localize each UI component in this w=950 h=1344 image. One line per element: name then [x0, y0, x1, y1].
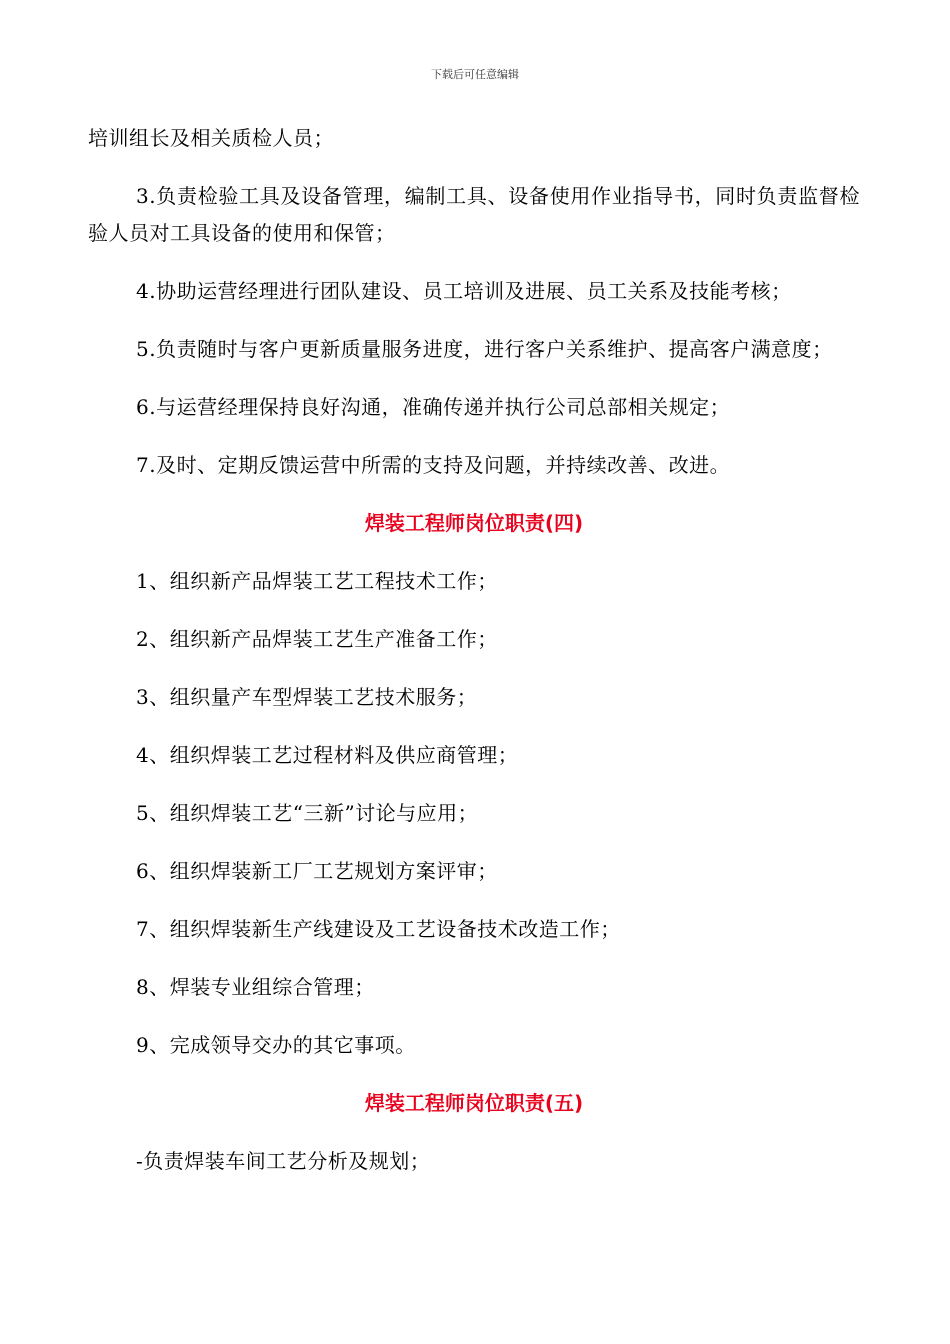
paragraph: 培训组长及相关质检人员； [88, 126, 334, 150]
list-item: 3、组织量产车型焊装工艺技术服务； [136, 685, 478, 709]
list-item: 9、完成领导交办的其它事项。 [136, 1033, 416, 1057]
page-header: 下载后可任意编辑 [431, 68, 519, 81]
list-item: 2、组织新产品焊装工艺生产准备工作； [136, 627, 498, 651]
list-item: -负责焊装车间工艺分析及规划； [136, 1149, 431, 1173]
list-item: 8、焊装专业组综合管理； [136, 975, 375, 999]
list-item: 6、组织焊装新工厂工艺规划方案评审； [136, 859, 498, 883]
paragraph: 3.负责检验工具及设备管理，编制工具、设备使用作业指导书，同时负责监督检验人员对工具设备的使用和保管； [88, 184, 860, 245]
list-item: 4、组织焊装工艺过程材料及供应商管理； [136, 743, 519, 767]
paragraph: 4.协助运营经理进行团队建设、员工培训及进展、员工关系及技能考核； [136, 279, 792, 303]
list-item: 1、组织新产品焊装工艺工程技术工作； [136, 569, 498, 593]
paragraph: 7.及时、定期反馈运营中所需的支持及问题，并持续改善、改进。 [136, 453, 731, 477]
list-item: 7、组织焊装新生产线建设及工艺设备技术改造工作； [136, 917, 621, 941]
list-item: 5、组织焊装工艺“三新”讨论与应用； [136, 801, 479, 825]
section-heading-4: 焊装工程师岗位职责(四) [364, 511, 584, 535]
paragraph: 6.与运营经理保持良好沟通，准确传递并执行公司总部相关规定； [136, 395, 731, 419]
paragraph: 5.负责随时与客户更新质量服务进度，进行客户关系维护、提高客户满意度； [136, 337, 833, 361]
section-heading-5: 焊装工程师岗位职责(五) [364, 1091, 584, 1115]
document-body [88, 120, 860, 1180]
